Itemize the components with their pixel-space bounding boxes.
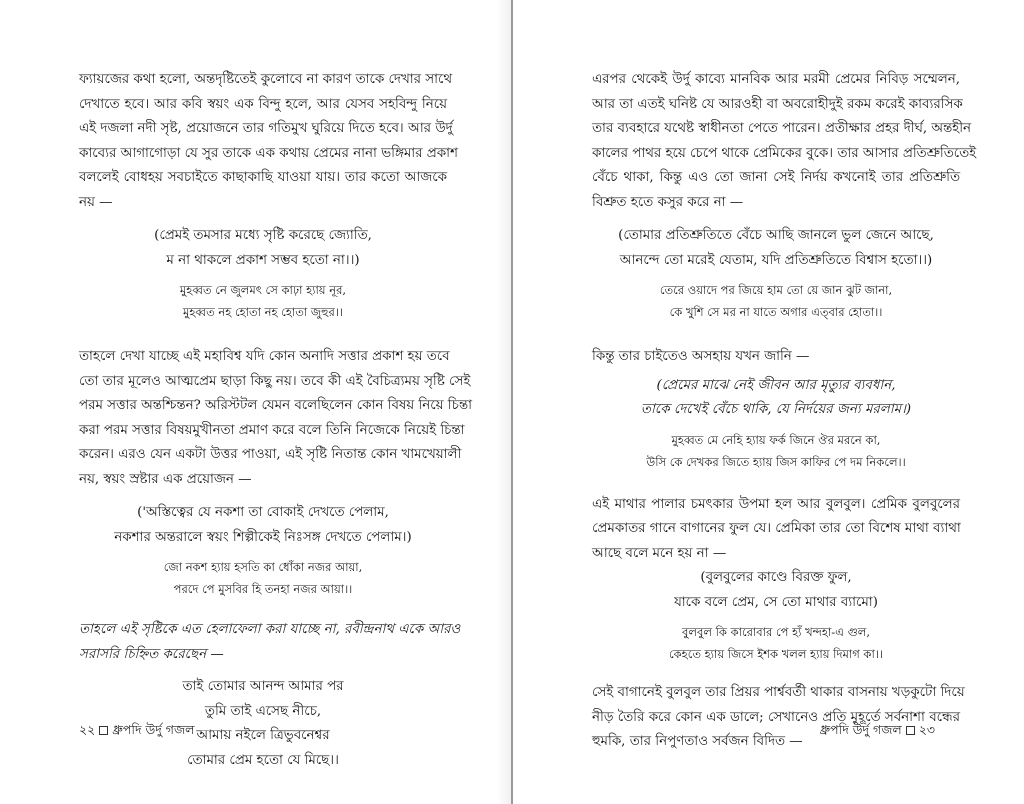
text-line: বললেই বোধহয় সবচাইতে কাছাকাছি যাওয়া যায়। তার কতো আজকে (79, 170, 447, 185)
right-page (513, 0, 1024, 804)
text-line: নীড় তৈরি করে কোন এক ডালে; সেখানেও প্রতি মুহূর্তে সর্বনাশা বন্ধের (592, 709, 960, 725)
couplet-line: জো নকশ হ্যায় হসতি কা ধোঁকা নজর আয়া, (163, 560, 363, 574)
left-text-column (79, 68, 472, 773)
couplet-line: মুহব্বত নে জুলমৎ সে কাঢ়া হ্যায় নূর, (179, 283, 347, 297)
verse-line: (প্রেমই তমসার মধ্যে সৃষ্টি করেছে জ্যোতি, (154, 228, 372, 243)
verse-line: আমায় নইলে ত্রিভুবনেশ্বর (196, 728, 330, 743)
separator-box-icon (99, 726, 108, 735)
couplet-line: কেহতে হ্যায় জিসে ইশক খলল হ্যায় দিমাগ কা।। (668, 647, 884, 661)
couplet-line: মুহব্বত নহ হোতা নহ হোতা জুহুর।। (182, 305, 344, 319)
verse-line: (তোমার প্রতিশ্রুতিতে বেঁচে আছি জানলে ভুল জেনে আছে, (618, 228, 934, 243)
verse-line: নকশার অন্তরালে স্বয়ং শিল্পীকেই নিঃসঙ্গ দেখতে পেলাম।) (114, 529, 412, 545)
text-line: তাহলে দেখা যাচ্ছে এই মহাবিশ্ব যদি কোন অনাদি সত্তার প্রকাশ হয় তবে (79, 349, 450, 364)
right-paragraph-4 (592, 681, 965, 755)
text-line: নয়, স্বয়ং স্রষ্টার এক প্রয়োজন — (79, 471, 252, 487)
couplet-line: কে খুশি সে মর না যাতে অগার এত্‌বার হোতা।। (669, 305, 883, 319)
right-verse-1 (592, 224, 960, 273)
couplet-line: মুহব্বত মে নেহি হ্যায় ফর্ক জিনে ঔর মরনে কা, (671, 432, 881, 447)
text-line: পরম সত্তার অন্তশ্চিন্তন? অরিস্টটল যেমন বলেছিলেন কোন বিষয় নিয়ে চিন্তা (79, 398, 472, 413)
text-line: কিন্তু তার চাইতেও অসহায় যখন জানি — (592, 349, 810, 364)
verse-line: (প্রেমের মাঝে নেই জীবন আর মৃত্যুর ব্যবধান, (656, 377, 896, 393)
right-paragraph-1 (592, 68, 977, 215)
text-line: বেঁচে থাকা, কিন্তু এও তো জানা সেই নির্দয় কখনোই তার প্রতিশ্রুতি (592, 170, 960, 185)
couplet-line: তেরে ওয়াদে পর জিয়ে হাম তো য়ে জান ঝুট জানা, (659, 283, 893, 297)
text-line: করেন। এরও যেন একটা উত্তর পাওয়া, এই সৃষ্টি নিতান্ত কোন খামখেয়ালী (79, 447, 462, 462)
verse-line: তাকে দেখেই বেঁচে থাকি, যে নির্দয়ের জন্য মরলাম।) (640, 402, 912, 417)
verse-line: তুমি তাই এসেছ নীচে, (204, 703, 322, 719)
text-line: তাহলে এই সৃষ্টিকে এত হেলাফেলা করা যাচ্ছে না, রবীন্দ্রনাথ একে আরও (79, 622, 461, 637)
verse-line: তোমার প্রেম হতো যে মিছে।। (187, 752, 339, 768)
left-verse-1 (79, 224, 447, 273)
text-line: কাব্যের আগাগোড়া যে সুর তাকে এক কথায় প্রেমের নানা ভঙ্গিমার প্রকাশ (79, 145, 458, 161)
running-title: ধ্রুপদি উর্দু গজল (819, 722, 902, 737)
page-number: ২৩ (918, 722, 935, 737)
right-paragraph-3 (592, 493, 960, 567)
verse-line: আনন্দে তো মরেই যেতাম, যদি প্রতিশ্রুতিতে বিশ্বাস হতো।।) (619, 252, 933, 268)
left-paragraph-1 (79, 68, 458, 215)
text-line: কালের পাথর হয়ে চেপে থাকে প্রেমিকের বুকে। তার আসার প্রতিশ্রুতিতেই (592, 145, 977, 161)
text-line: বিশ্রুত হতে কসুর করে না — (592, 194, 744, 210)
text-line: আছে বলে মনে হয় না — (592, 545, 727, 561)
text-line: তো তার মূলেও আত্মপ্রেম ছাড়া কিছু নয়। তবে কী এই বৈচিত্র্যময় সৃষ্টি সেই (79, 373, 471, 389)
text-line: নয় — (79, 194, 113, 210)
right-folio (820, 722, 935, 742)
left-urdu-couplet-2 (79, 556, 447, 600)
left-verse-2 (79, 501, 447, 550)
verse-line: যাকে বলে প্রেম, সে তো মাথার ব্যামো) (674, 594, 878, 610)
text-line: হুমকি, তার নিপুণতাও সর্বজন বিদিত — (592, 734, 803, 749)
right-verse-2 (592, 374, 960, 423)
text-line: ফ্যায়জের কথা হলো, অন্তদৃষ্টিতেই কুলোবে না কারণ তাকে দেখার সাথে (79, 72, 453, 87)
left-paragraph-2 (79, 345, 472, 492)
text-line: এই দজলা নদী সৃষ্ট, প্রয়োজনে তার গতিমুখ ঘুরিয়ে দিতে হবে। আর উর্দু (79, 121, 453, 136)
text-line: এরপর থেকেই উর্দু কাব্যে মানবিক আর মরমী প্রেমের নিবিড় সম্মেলন, (592, 72, 960, 87)
page-number: ২২ (79, 722, 96, 737)
couplet-line: বুলবুল কি কারোবার পে হ্যঁ খন্দহা-এ গুল, (682, 625, 870, 639)
text-line: তার ব্যবহারে যথেষ্ট স্বাধীনতা পেতে পারেন। প্রতীক্ষার প্রহর দীর্ঘ, অন্তহীন (592, 121, 972, 136)
text-line: প্রেমকাতর গানে বাগানের ফুল যে। প্রেমিকা তার তো বিশেষ মাথা ব্যাথা (592, 521, 961, 536)
couplet-line: পরদে পে মুসবির হি তনহা নজর আয়া।। (173, 582, 353, 596)
running-title: ধ্রুপদি উর্দু গজল (112, 722, 195, 737)
right-urdu-couplet-2 (592, 429, 960, 473)
verse-line: তাই তোমার আনন্দ আমার পর (182, 679, 344, 694)
verse-line: (বুলবুলের কাণ্ডে বিরক্ত ফুল, (700, 570, 852, 585)
right-urdu-couplet-1 (592, 279, 960, 323)
left-folio (79, 722, 194, 742)
right-paragraph-2 (592, 345, 960, 370)
right-urdu-couplet-3 (592, 621, 960, 665)
text-line: আর তা এতই ঘনিষ্ট যে আরওহী বা অবরোহীদুই রকম করেই কাব্যরসিক (592, 96, 963, 112)
separator-box-icon (906, 726, 915, 735)
text-line: দেখাতে হবে। আর কবি স্বয়ং এক বিন্দু হলে, আর যেসব সহবিন্দু নিয়ে (79, 96, 447, 112)
right-text-column (592, 68, 977, 755)
left-urdu-couplet-1 (79, 279, 447, 323)
verse-line: ('অস্তিত্বের যে নকশা তা বোকাই দেখতে পেলাম, (137, 505, 389, 520)
left-page (0, 0, 511, 804)
text-line: সরাসরি চিহ্নিত করেছেন — (79, 646, 224, 662)
left-paragraph-3 (79, 618, 461, 667)
couplet-line: উসি কে দেখকর জিতে হ্যায় জিস কাফির পে দম নিকলে।। (646, 454, 906, 469)
verse-line: ম না থাকলে প্রকাশ সম্ভব হতো না।।) (166, 252, 360, 268)
text-line: করা পরম সত্তার বিষয়মুখীনতা প্রমাণ করে বলে তিনি নিজেকে নিয়েই চিন্তা (79, 422, 465, 438)
text-line: এই মাথার পালার চমৎকার উপমা হল আর বুলবুল। প্রেমিক বুলবুলের (592, 496, 960, 512)
right-verse-3 (592, 566, 960, 615)
text-line: সেই বাগানেই বুলবুল তার প্রিয়র পার্শ্ববর্তী থাকার বাসনায় খড়কুটো দিয়ে (592, 685, 965, 700)
